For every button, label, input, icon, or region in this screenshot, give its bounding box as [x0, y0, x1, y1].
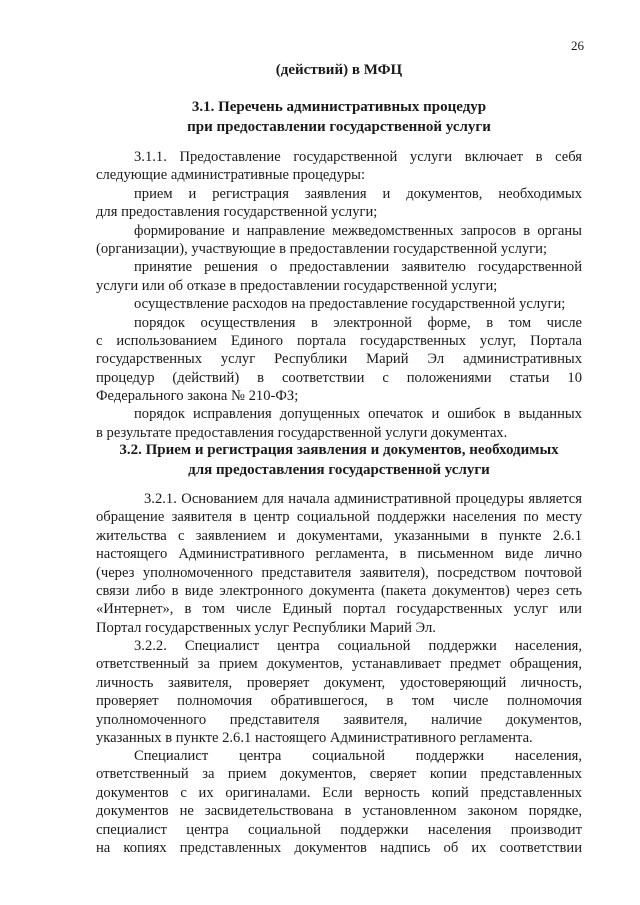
- text-line: проверяет полномочия обратившегося, в том числе полномочия: [96, 693, 582, 710]
- text-line: осуществление расходов на предоставление государственной услуги;: [134, 296, 566, 313]
- paragraph-3-2-1: [96, 490, 582, 637]
- text-line: Федерального закона № 210-ФЗ;: [96, 388, 299, 405]
- page-number: 26: [571, 38, 584, 53]
- text-line: настоящего Административного регламента, в письменном виде лично: [96, 546, 582, 563]
- text-line: следующие административные процедуры:: [96, 167, 366, 184]
- heading-line: при предоставлении государственной услуги: [187, 119, 491, 135]
- paragraph-3-2-2: [96, 637, 582, 747]
- text-line: указанных в пункте 2.6.1 настоящего Административного регламента.: [96, 729, 533, 746]
- text-line: обращение заявителя в центр социальной поддержки населения по месту: [96, 509, 582, 526]
- text-line: формирование и направление межведомственных запросов в органы: [134, 222, 582, 239]
- text-line: (организации), участвующие в предоставлении государственной услуги;: [96, 240, 548, 257]
- section-3-1-title: [96, 97, 582, 137]
- text-line: жительства с заявлением и документами, указанными в пункте 2.6.1: [96, 527, 582, 544]
- text-line: 3.2.1. Основанием для начала административной процедуры является: [144, 491, 582, 507]
- text-line: специалист центра социальной поддержки населения производит: [96, 821, 582, 838]
- text-line: с использованием Единого портала государственных услуг, Портала: [96, 332, 582, 349]
- text-line: связи либо в виде электронного документа (пакета документов) через сеть: [96, 582, 582, 599]
- text-line: процедур (действий) в соответствии с положениями статьи 10: [96, 369, 582, 386]
- heading-line: 3.1. Перечень административных процедур: [191, 99, 487, 115]
- text-line: (через уполномоченного представителя заявителя), посредством почтовой: [96, 564, 582, 581]
- heading-line: (действий) в МФЦ: [275, 62, 403, 78]
- text-line: ответственный за прием документов, сверяет копии представленных: [96, 766, 582, 783]
- text-line: принятие решения о предоставлении заявителю государственной: [134, 259, 582, 276]
- text-line: услуги или об отказе в предоставлении государственной услуги;: [96, 277, 498, 294]
- text-line: государственных услуг Республики Марий Эл административных: [96, 351, 582, 368]
- text-line: 3.1.1. Предоставление государственной услуги включает в себя: [134, 149, 582, 165]
- text-line: порядок осуществления в электронной форме, в том числе: [134, 314, 582, 331]
- text-line: на копиях представленных документов надпись об их соответствии: [96, 839, 582, 856]
- heading-line: 3.2. Прием и регистрация заявления и документов, необходимых: [119, 442, 559, 458]
- text-line: порядок исправления допущенных опечаток и ошибок в выданных: [134, 406, 582, 423]
- text-line: Специалист центра социальной поддержки населения,: [134, 748, 582, 764]
- paragraph-specialist: [96, 747, 582, 857]
- text-line: документов не засвидетельствована в установленном законом порядке,: [96, 803, 582, 820]
- heading-line: для предоставления государственной услуги: [188, 462, 490, 478]
- paragraph-3-1-1: [96, 148, 582, 442]
- text-line: уполномоченного представителя заявителя, наличие документов,: [96, 711, 582, 728]
- continued-heading: [96, 60, 582, 80]
- text-line: 3.2.2. Специалист центра социальной поддержки населения,: [134, 638, 582, 654]
- text-line: для предоставления государственной услуги;: [96, 204, 378, 221]
- text-line: прием и регистрация заявления и документов, необходимых: [134, 185, 582, 202]
- text-line: ответственный за прием документов, устанавливает предмет обращения,: [96, 656, 582, 673]
- text-line: в результате предоставления государственной услуги документах.: [96, 424, 508, 441]
- text-line: «Интернет», в том числе Единый портал государственных услуг или: [96, 601, 582, 618]
- text-line: личность заявителя, проверяет документ, удостоверяющий личность,: [96, 674, 582, 691]
- section-3-2-title: [96, 440, 582, 480]
- text-line: документов с их оригиналами. Если верность копий представленных: [96, 784, 582, 801]
- text-line: Портал государственных услуг Республики Марий Эл.: [96, 619, 436, 636]
